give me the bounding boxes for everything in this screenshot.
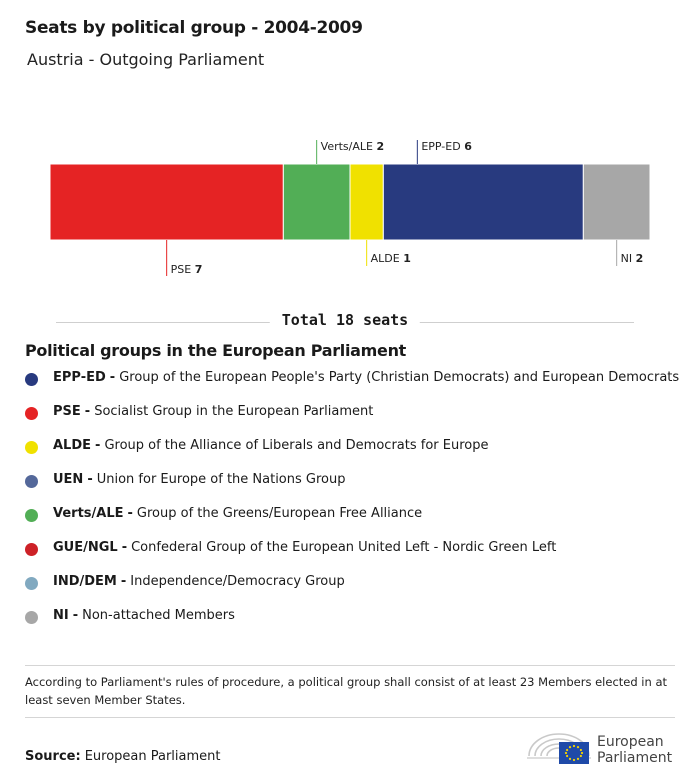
bar-segment-pse (50, 164, 283, 240)
logo-text-line-2: Parliament (597, 750, 673, 766)
data-label-ni: NI 2 (620, 252, 644, 265)
legend (25, 370, 685, 642)
legend-title: Political groups in the European Parliament (25, 341, 407, 360)
legend-name: Group of the Greens/European Free Alliance (136, 506, 423, 521)
legend-item (25, 472, 685, 506)
source (25, 749, 221, 764)
source-label: Source: (25, 749, 81, 764)
legend-separator: - (87, 472, 93, 487)
legend-item (25, 608, 685, 642)
legend-name: Socialist Group in the European Parliament (94, 404, 374, 419)
legend-abbr: GUE/NGL (53, 540, 118, 555)
legend-item (25, 438, 685, 472)
legend-swatch-icon (25, 407, 38, 420)
footnote-top-divider (25, 665, 675, 666)
footnote: According to Parliament's rules of procedure, a political group shall consist of at least 23 Members elected in at least seven Member States. (25, 675, 667, 707)
total-seats-label: Total 18 seats (270, 311, 420, 329)
source-value: European Parliament (84, 749, 221, 764)
legend-abbr: NI (53, 608, 69, 623)
legend-swatch-icon (25, 543, 38, 556)
european-parliament-logo (525, 728, 685, 768)
bar-segment-verts-ale (283, 164, 350, 240)
chart-subtitle: Austria - Outgoing Parliament (27, 50, 265, 69)
legend-separator: - (84, 404, 91, 419)
legend-item (25, 506, 685, 540)
footnote-bottom-divider (25, 717, 675, 718)
legend-name: Non-attached Members (82, 608, 235, 623)
legend-swatch-icon (25, 475, 38, 488)
legend-swatch-icon (25, 373, 38, 386)
total-seats (56, 311, 634, 333)
legend-name: Independence/Democracy Group (130, 574, 345, 589)
data-label-verts-ale: Verts/ALE 2 (320, 140, 385, 153)
legend-swatch-icon (25, 509, 38, 522)
data-label-alde: ALDE 1 (370, 252, 411, 265)
legend-swatch-icon (25, 577, 38, 590)
legend-separator: - (127, 506, 133, 521)
legend-item (25, 574, 685, 608)
legend-name: Confederal Group of the European United Left - Nordic Green Left (131, 540, 557, 555)
legend-item (25, 540, 685, 574)
legend-abbr: EPP-ED (53, 370, 106, 385)
bar-segment-ni (583, 164, 650, 240)
legend-name: Group of the European People's Party (Christian Democrats) and European Democrats (119, 370, 680, 385)
legend-swatch-icon (25, 611, 38, 624)
legend-abbr: ALDE (53, 438, 92, 453)
legend-separator: - (72, 608, 79, 623)
logo-text (597, 734, 672, 766)
bar-segment-epp-ed (383, 164, 583, 240)
logo-text-line-1: European (597, 734, 664, 750)
legend-name: Union for Europe of the Nations Group (96, 472, 346, 487)
data-label-pse: PSE 7 (170, 263, 203, 276)
legend-abbr: IND/DEM (53, 574, 117, 589)
legend-name: Group of the Alliance of Liberals and Democrats for Europe (104, 438, 489, 453)
chart-title: Seats by political group - 2004-2009 (25, 18, 363, 38)
legend-separator: - (95, 438, 101, 453)
data-label-epp-ed: EPP-ED 6 (421, 140, 472, 153)
legend-item (25, 404, 685, 438)
bar-segment-alde (350, 164, 383, 240)
legend-abbr: Verts/ALE (53, 506, 124, 521)
legend-item (25, 370, 685, 404)
legend-separator: - (120, 574, 127, 589)
legend-abbr: PSE (53, 404, 81, 419)
hemicycle-flag-icon (525, 728, 595, 768)
legend-swatch-icon (25, 441, 38, 454)
legend-abbr: UEN (53, 472, 84, 487)
stacked-bar-chart (0, 0, 700, 300)
legend-separator: - (121, 540, 128, 555)
legend-separator: - (109, 370, 116, 385)
